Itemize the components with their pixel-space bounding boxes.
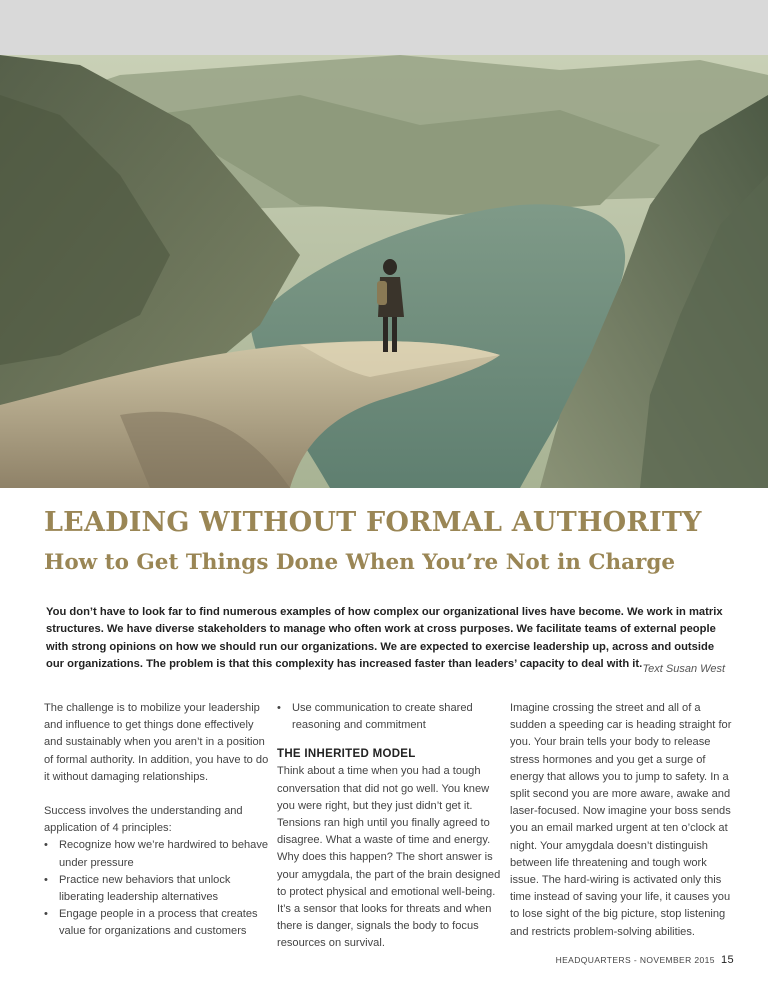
section-heading: THE INHERITED MODEL [277,748,416,761]
list-item: • Recognize how we’re hardwired to behave under pressure [44,837,272,871]
col3-paragraph-1: Imagine crossing the street and all of a sudden a speeding car is heading straight for you. Your brain tells your body to release stress hormones and you get a surge of energy that allows you to jump to safety. In a split second you are more aware, awake and laser-focused. Now imagine your boss sends you an email marked urgent at ten o’clock at night. Your amygdala doesn’t distinguish between life threatening and tough work issue. The hard-wiring is activated only this time instead of saving your life, it causes you to lose sight of the big picture, stop listening and restricts problem-solving abilities. [510,702,732,938]
publication-name: HEADQUARTERS - NOVEMBER 2015 [555,955,715,965]
article-title: LEADING WITHOUT FORMAL AUTHORITY [44,507,702,538]
hero-photo [0,55,768,488]
principles-list-continued [277,700,505,734]
article-subtitle: How to Get Things Done When You’re Not in Charge [44,550,676,575]
col2-paragraph-1: Think about a time when you had a tough conversation that did not go well. You knew you were right, but they just didn’t get it. Tensions ran high until you finally agreed to disagree. What a waste of time and energy. Why does this happen? The short answer is your amygdala, the part of the brain designed to protect physical and emotional well-being. It’s a sensor that looks for threats and when there is danger, signals the body to focus resources on survival. [277,765,501,950]
col1-paragraph-2: Success involves the understanding and application of 4 principles: [44,805,243,835]
list-item: • Use communication to create shared reasoning and commitment [277,700,505,734]
page-number: 15 [720,954,734,966]
column-1 [44,700,272,941]
list-item: • Engage people in a process that creates value for organizations and customers [44,906,272,940]
col1-paragraph-1: The challenge is to mobilize your leadership and influence to get things done effectively and sustainably when you aren’t in a position of formal authority. In addition, you have to do it without damaging relationships. [44,702,269,783]
column-2 [277,700,505,953]
column-3 [510,700,738,941]
article-lead: You don’t have to look far to find numerous examples of how complex our organizational lives have become. We work in matrix structures. We have diverse stakeholders to manage who often work at cross purposes. We facilitate teams of external people with strong opinions on how we should run our organizations. We are expected to exercise leadership up, across and outside our organizations. The problem is that this complexity has increased faster than leaders’ capacity to deal with it. [46,606,723,671]
principles-list [44,837,272,940]
article-byline: Text Susan West [642,663,725,675]
page-footer [556,954,734,966]
fjord-cliff-illustration [0,55,768,488]
list-item: • Practice new behaviors that unlock liberating leadership alternatives [44,872,272,906]
page-top-band [0,0,768,55]
paragraph-gap [44,786,272,803]
